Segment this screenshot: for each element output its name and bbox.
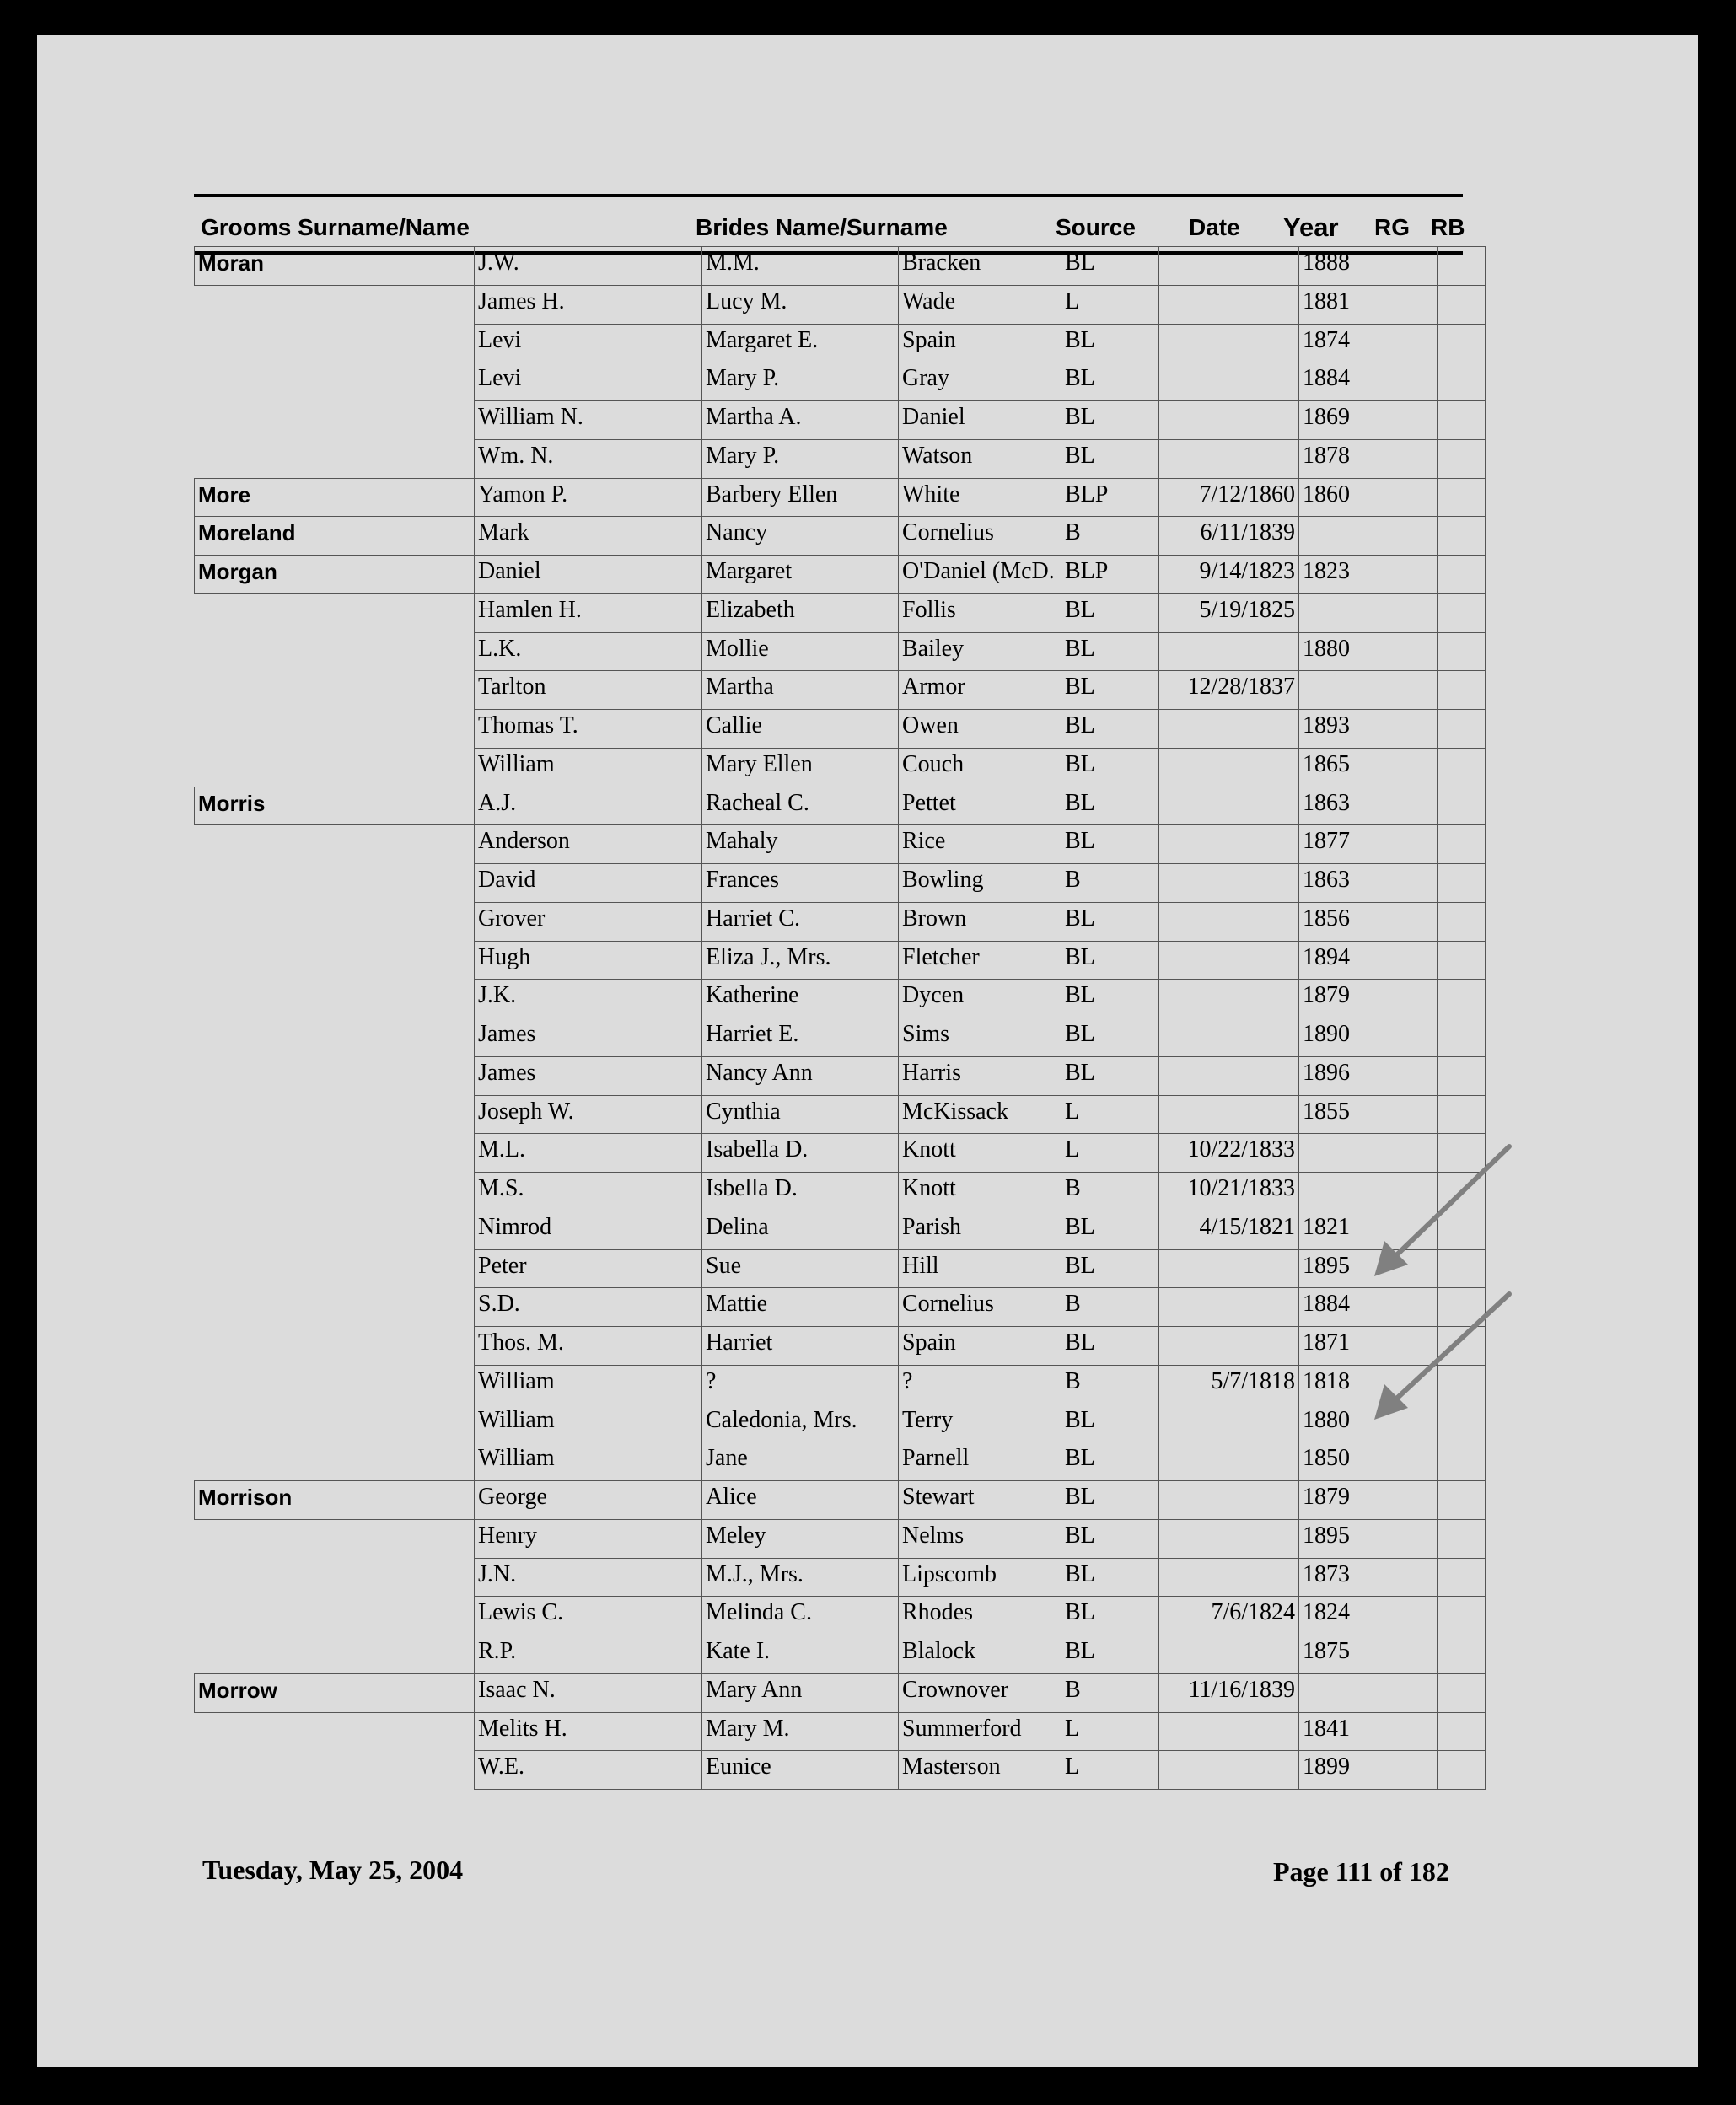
bride-surname-cell: Lipscomb bbox=[899, 1558, 1061, 1597]
source-cell: B bbox=[1061, 1673, 1159, 1712]
bride-given-name-cell: Cynthia bbox=[702, 1095, 899, 1134]
groom-given-name-cell: Melits H. bbox=[475, 1712, 702, 1751]
groom-given-name-cell: Isaac N. bbox=[475, 1673, 702, 1712]
year-cell: 1856 bbox=[1299, 902, 1389, 941]
source-cell: L bbox=[1061, 1095, 1159, 1134]
groom-given-name-cell: Tarlton bbox=[475, 671, 702, 710]
year-cell: 1865 bbox=[1299, 748, 1389, 787]
groom-given-name-cell: William bbox=[475, 1365, 702, 1404]
source-cell: BL bbox=[1061, 1018, 1159, 1057]
year-cell: 1850 bbox=[1299, 1442, 1389, 1481]
groom-given-name-cell: J.W. bbox=[475, 247, 702, 286]
source-cell: L bbox=[1061, 1712, 1159, 1751]
year-cell: 1884 bbox=[1299, 362, 1389, 401]
groom-given-name-cell: L.K. bbox=[475, 632, 702, 671]
bride-surname-cell: Nelms bbox=[899, 1519, 1061, 1558]
source-cell: BL bbox=[1061, 1519, 1159, 1558]
year-cell: 1880 bbox=[1299, 632, 1389, 671]
surname-cell: Moreland bbox=[195, 517, 475, 556]
source-cell: L bbox=[1061, 1134, 1159, 1173]
bride-given-name-cell: Katherine bbox=[702, 980, 899, 1018]
groom-given-name-cell: Wm. N. bbox=[475, 439, 702, 478]
source-cell: B bbox=[1061, 1365, 1159, 1404]
date-cell: 4/15/1821 bbox=[1159, 1211, 1299, 1249]
header-rg: RG bbox=[1374, 214, 1410, 240]
bride-surname-cell: Knott bbox=[899, 1173, 1061, 1211]
source-cell: BL bbox=[1061, 593, 1159, 632]
header-source: Source bbox=[1056, 214, 1136, 240]
groom-given-name-cell: Nimrod bbox=[475, 1211, 702, 1249]
bride-given-name-cell: Mary M. bbox=[702, 1712, 899, 1751]
source-cell: BL bbox=[1061, 1211, 1159, 1249]
bride-surname-cell: Masterson bbox=[899, 1751, 1061, 1790]
bride-surname-cell: Rice bbox=[899, 825, 1061, 864]
bride-given-name-cell: Harriet C. bbox=[702, 902, 899, 941]
source-cell: BL bbox=[1061, 1327, 1159, 1366]
groom-given-name-cell: Thomas T. bbox=[475, 710, 702, 749]
bride-surname-cell: Cornelius bbox=[899, 517, 1061, 556]
source-cell: B bbox=[1061, 1173, 1159, 1211]
source-cell: BL bbox=[1061, 941, 1159, 980]
groom-given-name-cell: W.E. bbox=[475, 1751, 702, 1790]
header-rb: RB bbox=[1431, 214, 1465, 240]
bride-surname-cell: Parnell bbox=[899, 1442, 1061, 1481]
groom-given-name-cell: Lewis C. bbox=[475, 1597, 702, 1635]
groom-given-name-cell: Hamlen H. bbox=[475, 593, 702, 632]
bride-given-name-cell: Lucy M. bbox=[702, 285, 899, 324]
bride-given-name-cell: Caledonia, Mrs. bbox=[702, 1404, 899, 1442]
source-cell: L bbox=[1061, 285, 1159, 324]
bride-surname-cell: Parish bbox=[899, 1211, 1061, 1249]
bride-surname-cell: Hill bbox=[899, 1249, 1061, 1288]
date-cell: 5/19/1825 bbox=[1159, 593, 1299, 632]
header-year: Year bbox=[1283, 212, 1339, 242]
year-cell: 1818 bbox=[1299, 1365, 1389, 1404]
groom-given-name-cell: Levi bbox=[475, 324, 702, 362]
bride-given-name-cell: Harriet E. bbox=[702, 1018, 899, 1057]
groom-given-name-cell: Levi bbox=[475, 362, 702, 401]
bride-surname-cell: Armor bbox=[899, 671, 1061, 710]
surname-cell: Morrow bbox=[195, 1673, 475, 1712]
groom-given-name-cell: George bbox=[475, 1481, 702, 1520]
source-cell: BL bbox=[1061, 671, 1159, 710]
bride-given-name-cell: Margaret E. bbox=[702, 324, 899, 362]
year-cell: 1895 bbox=[1299, 1519, 1389, 1558]
surname-cell: Morris bbox=[195, 787, 475, 825]
groom-given-name-cell: M.S. bbox=[475, 1173, 702, 1211]
groom-given-name-cell: A.J. bbox=[475, 787, 702, 825]
bride-surname-cell: Harris bbox=[899, 1056, 1061, 1095]
year-cell: 1821 bbox=[1299, 1211, 1389, 1249]
year-cell: 1895 bbox=[1299, 1249, 1389, 1288]
groom-given-name-cell: James bbox=[475, 1018, 702, 1057]
year-cell: 1863 bbox=[1299, 864, 1389, 903]
bride-given-name-cell: Nancy bbox=[702, 517, 899, 556]
source-cell: BL bbox=[1061, 980, 1159, 1018]
bride-given-name-cell: Frances bbox=[702, 864, 899, 903]
bride-surname-cell: White bbox=[899, 478, 1061, 517]
year-cell: 1875 bbox=[1299, 1635, 1389, 1674]
surname-cell: Moran bbox=[195, 247, 475, 286]
groom-given-name-cell: R.P. bbox=[475, 1635, 702, 1674]
groom-given-name-cell: William bbox=[475, 1442, 702, 1481]
source-cell: BL bbox=[1061, 632, 1159, 671]
bride-given-name-cell: Mary P. bbox=[702, 362, 899, 401]
source-cell: BL bbox=[1061, 1558, 1159, 1597]
year-cell: 1877 bbox=[1299, 825, 1389, 864]
bride-surname-cell: Follis bbox=[899, 593, 1061, 632]
groom-given-name-cell: J.K. bbox=[475, 980, 702, 1018]
groom-given-name-cell: Daniel bbox=[475, 556, 702, 594]
year-cell: 1873 bbox=[1299, 1558, 1389, 1597]
bride-given-name-cell: Racheal C. bbox=[702, 787, 899, 825]
bride-surname-cell: Gray bbox=[899, 362, 1061, 401]
date-cell: 10/21/1833 bbox=[1159, 1173, 1299, 1211]
bride-given-name-cell: Kate I. bbox=[702, 1635, 899, 1674]
bride-given-name-cell: Sue bbox=[702, 1249, 899, 1288]
year-cell: 1841 bbox=[1299, 1712, 1389, 1751]
source-cell: B bbox=[1061, 864, 1159, 903]
surname-cell: More bbox=[195, 478, 475, 517]
source-cell: BL bbox=[1061, 439, 1159, 478]
groom-given-name-cell: James H. bbox=[475, 285, 702, 324]
groom-given-name-cell: William bbox=[475, 1404, 702, 1442]
groom-given-name-cell: James bbox=[475, 1056, 702, 1095]
surname-cell: Morgan bbox=[195, 556, 475, 594]
source-cell: B bbox=[1061, 517, 1159, 556]
groom-given-name-cell: Thos. M. bbox=[475, 1327, 702, 1366]
bride-surname-cell: Owen bbox=[899, 710, 1061, 749]
year-cell: 1893 bbox=[1299, 710, 1389, 749]
groom-given-name-cell: Grover bbox=[475, 902, 702, 941]
groom-given-name-cell: Hugh bbox=[475, 941, 702, 980]
source-cell: BL bbox=[1061, 324, 1159, 362]
footer-date: Tuesday, May 25, 2004 bbox=[202, 1855, 464, 1885]
bride-given-name-cell: Mattie bbox=[702, 1288, 899, 1327]
source-cell: BL bbox=[1061, 401, 1159, 440]
bride-surname-cell: Dycen bbox=[899, 980, 1061, 1018]
bride-given-name-cell: Eunice bbox=[702, 1751, 899, 1790]
groom-given-name-cell: Peter bbox=[475, 1249, 702, 1288]
source-cell: BL bbox=[1061, 362, 1159, 401]
bride-given-name-cell: Eliza J., Mrs. bbox=[702, 941, 899, 980]
date-cell: 11/16/1839 bbox=[1159, 1673, 1299, 1712]
source-cell: BL bbox=[1061, 1249, 1159, 1288]
groom-given-name-cell: William bbox=[475, 748, 702, 787]
bride-surname-cell: Daniel bbox=[899, 401, 1061, 440]
bride-given-name-cell: Margaret bbox=[702, 556, 899, 594]
year-cell: 1884 bbox=[1299, 1288, 1389, 1327]
year-cell: 1863 bbox=[1299, 787, 1389, 825]
date-cell: 5/7/1818 bbox=[1159, 1365, 1299, 1404]
year-cell: 1896 bbox=[1299, 1056, 1389, 1095]
source-cell: BL bbox=[1061, 247, 1159, 286]
bride-surname-cell: Bracken bbox=[899, 247, 1061, 286]
bride-given-name-cell: M.M. bbox=[702, 247, 899, 286]
bride-surname-cell: Brown bbox=[899, 902, 1061, 941]
source-cell: BL bbox=[1061, 1597, 1159, 1635]
bride-given-name-cell: Nancy Ann bbox=[702, 1056, 899, 1095]
bride-surname-cell: Blalock bbox=[899, 1635, 1061, 1674]
bride-given-name-cell: Martha A. bbox=[702, 401, 899, 440]
bride-given-name-cell: Isbella D. bbox=[702, 1173, 899, 1211]
year-cell: 1855 bbox=[1299, 1095, 1389, 1134]
source-cell: BLP bbox=[1061, 556, 1159, 594]
bride-given-name-cell: Harriet bbox=[702, 1327, 899, 1366]
year-cell: 1824 bbox=[1299, 1597, 1389, 1635]
date-cell: 7/6/1824 bbox=[1159, 1597, 1299, 1635]
bride-surname-cell: Knott bbox=[899, 1134, 1061, 1173]
year-cell: 1869 bbox=[1299, 401, 1389, 440]
source-cell: BLP bbox=[1061, 478, 1159, 517]
date-cell: 9/14/1823 bbox=[1159, 556, 1299, 594]
bride-surname-cell: Summerford bbox=[899, 1712, 1061, 1751]
year-cell: 1899 bbox=[1299, 1751, 1389, 1790]
groom-given-name-cell: J.N. bbox=[475, 1558, 702, 1597]
header-brides: Brides Name/Surname bbox=[696, 214, 948, 240]
bride-given-name-cell: Melinda C. bbox=[702, 1597, 899, 1635]
year-cell: 1860 bbox=[1299, 478, 1389, 517]
source-cell: BL bbox=[1061, 902, 1159, 941]
year-cell: 1871 bbox=[1299, 1327, 1389, 1366]
bride-given-name-cell: Isabella D. bbox=[702, 1134, 899, 1173]
groom-given-name-cell: S.D. bbox=[475, 1288, 702, 1327]
bride-given-name-cell: Martha bbox=[702, 671, 899, 710]
source-cell: L bbox=[1061, 1751, 1159, 1790]
footer-page-number: Page 111 of 182 bbox=[1273, 1856, 1449, 1887]
year-cell: 1880 bbox=[1299, 1404, 1389, 1442]
bride-given-name-cell: ? bbox=[702, 1365, 899, 1404]
source-cell: BL bbox=[1061, 1442, 1159, 1481]
bride-surname-cell: Fletcher bbox=[899, 941, 1061, 980]
bride-surname-cell: Pettet bbox=[899, 787, 1061, 825]
header-date: Date bbox=[1189, 214, 1240, 240]
source-cell: BL bbox=[1061, 787, 1159, 825]
bride-surname-cell: Rhodes bbox=[899, 1597, 1061, 1635]
bride-given-name-cell: Mary P. bbox=[702, 439, 899, 478]
bride-surname-cell: Spain bbox=[899, 324, 1061, 362]
source-cell: BL bbox=[1061, 825, 1159, 864]
date-cell: 10/22/1833 bbox=[1159, 1134, 1299, 1173]
source-cell: BL bbox=[1061, 1404, 1159, 1442]
year-cell: 1874 bbox=[1299, 324, 1389, 362]
bride-given-name-cell: Mahaly bbox=[702, 825, 899, 864]
year-cell: 1881 bbox=[1299, 285, 1389, 324]
bride-surname-cell: Watson bbox=[899, 439, 1061, 478]
year-cell: 1890 bbox=[1299, 1018, 1389, 1057]
groom-given-name-cell: William N. bbox=[475, 401, 702, 440]
surname-cell: Morrison bbox=[195, 1481, 475, 1520]
source-cell: BL bbox=[1061, 748, 1159, 787]
bride-surname-cell: McKissack bbox=[899, 1095, 1061, 1134]
groom-given-name-cell: M.L. bbox=[475, 1134, 702, 1173]
bride-given-name-cell: Delina bbox=[702, 1211, 899, 1249]
bride-given-name-cell: Alice bbox=[702, 1481, 899, 1520]
year-cell: 1879 bbox=[1299, 1481, 1389, 1520]
groom-given-name-cell: Joseph W. bbox=[475, 1095, 702, 1134]
groom-given-name-cell: David bbox=[475, 864, 702, 903]
bride-surname-cell: Bowling bbox=[899, 864, 1061, 903]
bride-surname-cell: Spain bbox=[899, 1327, 1061, 1366]
source-cell: BL bbox=[1061, 1481, 1159, 1520]
arrow-line-1 bbox=[1391, 1146, 1509, 1260]
groom-given-name-cell: Yamon P. bbox=[475, 478, 702, 517]
bride-surname-cell: Couch bbox=[899, 748, 1061, 787]
year-cell: 1888 bbox=[1299, 247, 1389, 286]
bride-given-name-cell: M.J., Mrs. bbox=[702, 1558, 899, 1597]
date-cell: 7/12/1860 bbox=[1159, 478, 1299, 517]
bride-surname-cell: Cornelius bbox=[899, 1288, 1061, 1327]
bride-given-name-cell: Mary Ann bbox=[702, 1673, 899, 1712]
groom-given-name-cell: Henry bbox=[475, 1519, 702, 1558]
source-cell: B bbox=[1061, 1288, 1159, 1327]
header-grooms: Grooms Surname/Name bbox=[201, 214, 470, 240]
year-cell: 1894 bbox=[1299, 941, 1389, 980]
bride-surname-cell: Wade bbox=[899, 285, 1061, 324]
source-cell: BL bbox=[1061, 1635, 1159, 1674]
year-cell: 1879 bbox=[1299, 980, 1389, 1018]
year-cell: 1823 bbox=[1299, 556, 1389, 594]
bride-surname-cell: O'Daniel (McD. bbox=[899, 556, 1061, 594]
groom-given-name-cell: Mark bbox=[475, 517, 702, 556]
bride-given-name-cell: Elizabeth bbox=[702, 593, 899, 632]
bride-surname-cell: Crownover bbox=[899, 1673, 1061, 1712]
source-cell: BL bbox=[1061, 710, 1159, 749]
bride-surname-cell: Stewart bbox=[899, 1481, 1061, 1520]
bride-given-name-cell: Barbery Ellen bbox=[702, 478, 899, 517]
bride-given-name-cell: Mary Ellen bbox=[702, 748, 899, 787]
bride-given-name-cell: Mollie bbox=[702, 632, 899, 671]
bride-surname-cell: Bailey bbox=[899, 632, 1061, 671]
bride-surname-cell: ? bbox=[899, 1365, 1061, 1404]
bride-given-name-cell: Jane bbox=[702, 1442, 899, 1481]
bride-given-name-cell: Callie bbox=[702, 710, 899, 749]
arrow-line-2 bbox=[1391, 1294, 1509, 1404]
bride-surname-cell: Terry bbox=[899, 1404, 1061, 1442]
bride-given-name-cell: Meley bbox=[702, 1519, 899, 1558]
date-cell: 6/11/1839 bbox=[1159, 517, 1299, 556]
groom-given-name-cell: Anderson bbox=[475, 825, 702, 864]
year-cell: 1878 bbox=[1299, 439, 1389, 478]
date-cell: 12/28/1837 bbox=[1159, 671, 1299, 710]
source-cell: BL bbox=[1061, 1056, 1159, 1095]
bride-surname-cell: Sims bbox=[899, 1018, 1061, 1057]
